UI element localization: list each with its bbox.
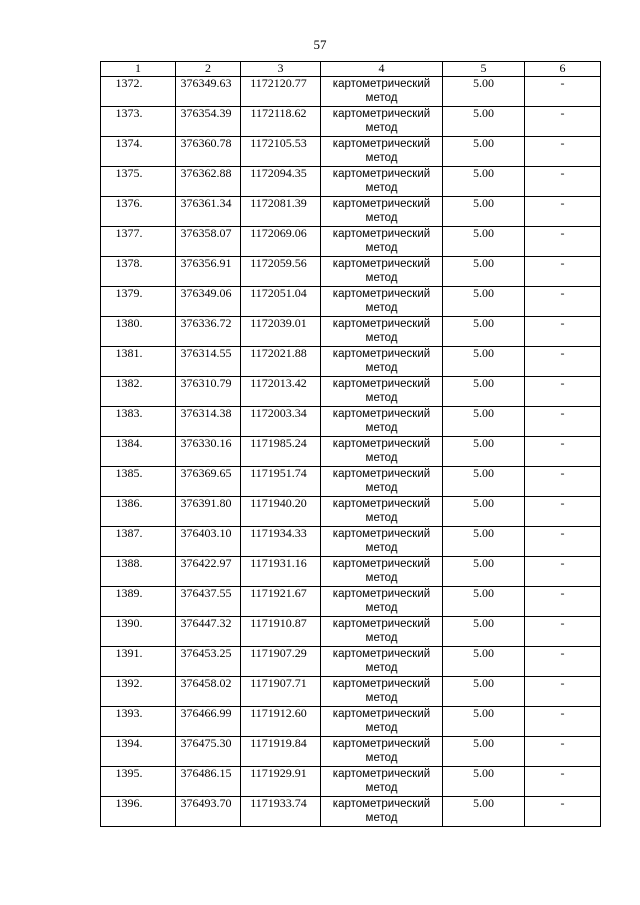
note-cell: -: [525, 797, 601, 827]
accuracy-cell: 5.00: [443, 407, 525, 437]
method-cell: картометрический метод: [321, 377, 443, 407]
method-cell: картометрический метод: [321, 737, 443, 767]
point-number-cell: 1381.: [101, 347, 176, 377]
method-cell: картометрический метод: [321, 617, 443, 647]
note-cell: -: [525, 647, 601, 677]
coord-x-cell: 376310.79: [176, 377, 241, 407]
accuracy-cell: 5.00: [443, 527, 525, 557]
table-row: [101, 737, 601, 767]
accuracy-cell: 5.00: [443, 437, 525, 467]
table-row: [101, 647, 601, 677]
table-row: [101, 527, 601, 557]
accuracy-cell: 5.00: [443, 497, 525, 527]
method-cell: картометрический метод: [321, 647, 443, 677]
table-row: [101, 77, 601, 107]
table-row: [101, 197, 601, 227]
note-cell: -: [525, 527, 601, 557]
accuracy-cell: 5.00: [443, 467, 525, 497]
table-row: [101, 437, 601, 467]
accuracy-cell: 5.00: [443, 557, 525, 587]
note-cell: -: [525, 767, 601, 797]
accuracy-cell: 5.00: [443, 227, 525, 257]
accuracy-cell: 5.00: [443, 647, 525, 677]
table-row: [101, 767, 601, 797]
coord-x-cell: 376356.91: [176, 257, 241, 287]
coord-x-cell: 376403.10: [176, 527, 241, 557]
coord-x-cell: 376466.99: [176, 707, 241, 737]
point-number-cell: 1383.: [101, 407, 176, 437]
note-cell: -: [525, 77, 601, 107]
coord-x-cell: 376354.39: [176, 107, 241, 137]
method-cell: картометрический метод: [321, 167, 443, 197]
coord-x-cell: 376358.07: [176, 227, 241, 257]
method-cell: картометрический метод: [321, 767, 443, 797]
coord-y-cell: 1171912.60: [241, 707, 321, 737]
accuracy-cell: 5.00: [443, 587, 525, 617]
note-cell: -: [525, 587, 601, 617]
table-row: [101, 677, 601, 707]
header-col-3: 3: [241, 62, 321, 77]
point-number-cell: 1388.: [101, 557, 176, 587]
accuracy-cell: 5.00: [443, 317, 525, 347]
coord-x-cell: 376486.15: [176, 767, 241, 797]
point-number-cell: 1376.: [101, 197, 176, 227]
note-cell: -: [525, 347, 601, 377]
coord-y-cell: 1171951.74: [241, 467, 321, 497]
table-row: [101, 347, 601, 377]
coord-y-cell: 1171931.16: [241, 557, 321, 587]
header-col-5: 5: [443, 62, 525, 77]
table-row: [101, 317, 601, 347]
table-header: [101, 62, 601, 77]
method-cell: картометрический метод: [321, 287, 443, 317]
coord-x-cell: 376330.16: [176, 437, 241, 467]
accuracy-cell: 5.00: [443, 257, 525, 287]
method-cell: картометрический метод: [321, 197, 443, 227]
header-col-1: 1: [101, 62, 176, 77]
method-cell: картометрический метод: [321, 557, 443, 587]
coord-y-cell: 1171921.67: [241, 587, 321, 617]
point-number-cell: 1390.: [101, 617, 176, 647]
point-number-cell: 1384.: [101, 437, 176, 467]
method-cell: картометрический метод: [321, 677, 443, 707]
table-row: [101, 377, 601, 407]
coord-x-cell: 376453.25: [176, 647, 241, 677]
accuracy-cell: 5.00: [443, 797, 525, 827]
method-cell: картометрический метод: [321, 227, 443, 257]
coord-y-cell: 1172069.06: [241, 227, 321, 257]
point-number-cell: 1374.: [101, 137, 176, 167]
note-cell: -: [525, 287, 601, 317]
note-cell: -: [525, 407, 601, 437]
point-number-cell: 1395.: [101, 767, 176, 797]
coord-y-cell: 1171919.84: [241, 737, 321, 767]
table-row: [101, 467, 601, 497]
note-cell: -: [525, 437, 601, 467]
point-number-cell: 1379.: [101, 287, 176, 317]
table-row: [101, 707, 601, 737]
point-number-cell: 1375.: [101, 167, 176, 197]
accuracy-cell: 5.00: [443, 707, 525, 737]
accuracy-cell: 5.00: [443, 197, 525, 227]
note-cell: -: [525, 677, 601, 707]
note-cell: -: [525, 257, 601, 287]
note-cell: -: [525, 167, 601, 197]
coordinates-table: [100, 61, 601, 827]
note-cell: -: [525, 317, 601, 347]
table-row: [101, 107, 601, 137]
coord-x-cell: 376361.34: [176, 197, 241, 227]
point-number-cell: 1389.: [101, 587, 176, 617]
method-cell: картометрический метод: [321, 317, 443, 347]
header-col-4: 4: [321, 62, 443, 77]
method-cell: картометрический метод: [321, 107, 443, 137]
note-cell: -: [525, 467, 601, 497]
point-number-cell: 1396.: [101, 797, 176, 827]
method-cell: картометрический метод: [321, 77, 443, 107]
accuracy-cell: 5.00: [443, 617, 525, 647]
coord-y-cell: 1171929.91: [241, 767, 321, 797]
table-row: [101, 407, 601, 437]
point-number-cell: 1392.: [101, 677, 176, 707]
method-cell: картометрический метод: [321, 467, 443, 497]
header-row: [101, 62, 601, 77]
accuracy-cell: 5.00: [443, 107, 525, 137]
coord-x-cell: 376336.72: [176, 317, 241, 347]
table-row: [101, 167, 601, 197]
table-row: [101, 227, 601, 257]
point-number-cell: 1385.: [101, 467, 176, 497]
table-body: [101, 77, 601, 827]
coord-y-cell: 1171907.71: [241, 677, 321, 707]
accuracy-cell: 5.00: [443, 287, 525, 317]
coord-x-cell: 376475.30: [176, 737, 241, 767]
coord-y-cell: 1171933.74: [241, 797, 321, 827]
accuracy-cell: 5.00: [443, 737, 525, 767]
coord-x-cell: 376437.55: [176, 587, 241, 617]
coord-y-cell: 1172039.01: [241, 317, 321, 347]
coord-y-cell: 1172094.35: [241, 167, 321, 197]
note-cell: -: [525, 137, 601, 167]
point-number-cell: 1386.: [101, 497, 176, 527]
coord-y-cell: 1171934.33: [241, 527, 321, 557]
coord-x-cell: 376360.78: [176, 137, 241, 167]
header-col-2: 2: [176, 62, 241, 77]
table-row: [101, 257, 601, 287]
point-number-cell: 1387.: [101, 527, 176, 557]
point-number-cell: 1391.: [101, 647, 176, 677]
note-cell: -: [525, 227, 601, 257]
point-number-cell: 1393.: [101, 707, 176, 737]
table-row: [101, 587, 601, 617]
method-cell: картометрический метод: [321, 407, 443, 437]
method-cell: картометрический метод: [321, 707, 443, 737]
method-cell: картометрический метод: [321, 497, 443, 527]
accuracy-cell: 5.00: [443, 767, 525, 797]
coord-y-cell: 1172118.62: [241, 107, 321, 137]
coord-y-cell: 1171910.87: [241, 617, 321, 647]
coord-y-cell: 1172051.04: [241, 287, 321, 317]
header-col-6: 6: [525, 62, 601, 77]
coord-y-cell: 1172120.77: [241, 77, 321, 107]
table-row: [101, 287, 601, 317]
coord-y-cell: 1171940.20: [241, 497, 321, 527]
method-cell: картометрический метод: [321, 257, 443, 287]
point-number-cell: 1373.: [101, 107, 176, 137]
note-cell: -: [525, 197, 601, 227]
method-cell: картометрический метод: [321, 797, 443, 827]
note-cell: -: [525, 377, 601, 407]
coord-y-cell: 1172105.53: [241, 137, 321, 167]
method-cell: картометрический метод: [321, 137, 443, 167]
coord-y-cell: 1172021.88: [241, 347, 321, 377]
point-number-cell: 1378.: [101, 257, 176, 287]
note-cell: -: [525, 737, 601, 767]
coord-y-cell: 1172013.42: [241, 377, 321, 407]
method-cell: картометрический метод: [321, 587, 443, 617]
method-cell: картометрический метод: [321, 437, 443, 467]
note-cell: -: [525, 617, 601, 647]
point-number-cell: 1382.: [101, 377, 176, 407]
coord-x-cell: 376391.80: [176, 497, 241, 527]
coord-x-cell: 376314.55: [176, 347, 241, 377]
accuracy-cell: 5.00: [443, 347, 525, 377]
point-number-cell: 1394.: [101, 737, 176, 767]
coord-x-cell: 376369.65: [176, 467, 241, 497]
page-number: 57: [313, 37, 327, 52]
coord-x-cell: 376458.02: [176, 677, 241, 707]
method-cell: картометрический метод: [321, 527, 443, 557]
accuracy-cell: 5.00: [443, 167, 525, 197]
note-cell: -: [525, 557, 601, 587]
point-number-cell: 1372.: [101, 77, 176, 107]
accuracy-cell: 5.00: [443, 677, 525, 707]
coord-x-cell: 376349.63: [176, 77, 241, 107]
coord-y-cell: 1172081.39: [241, 197, 321, 227]
note-cell: -: [525, 107, 601, 137]
coord-y-cell: 1172059.56: [241, 257, 321, 287]
coord-x-cell: 376314.38: [176, 407, 241, 437]
coord-x-cell: 376493.70: [176, 797, 241, 827]
coord-x-cell: 376349.06: [176, 287, 241, 317]
table-row: [101, 497, 601, 527]
table-row: [101, 137, 601, 167]
accuracy-cell: 5.00: [443, 137, 525, 167]
accuracy-cell: 5.00: [443, 77, 525, 107]
accuracy-cell: 5.00: [443, 377, 525, 407]
method-cell: картометрический метод: [321, 347, 443, 377]
note-cell: -: [525, 497, 601, 527]
coord-y-cell: 1171907.29: [241, 647, 321, 677]
table-row: [101, 557, 601, 587]
coord-y-cell: 1171985.24: [241, 437, 321, 467]
coord-x-cell: 376362.88: [176, 167, 241, 197]
note-cell: -: [525, 707, 601, 737]
table-row: [101, 797, 601, 827]
point-number-cell: 1380.: [101, 317, 176, 347]
point-number-cell: 1377.: [101, 227, 176, 257]
coord-x-cell: 376447.32: [176, 617, 241, 647]
table-row: [101, 617, 601, 647]
coord-y-cell: 1172003.34: [241, 407, 321, 437]
coord-x-cell: 376422.97: [176, 557, 241, 587]
